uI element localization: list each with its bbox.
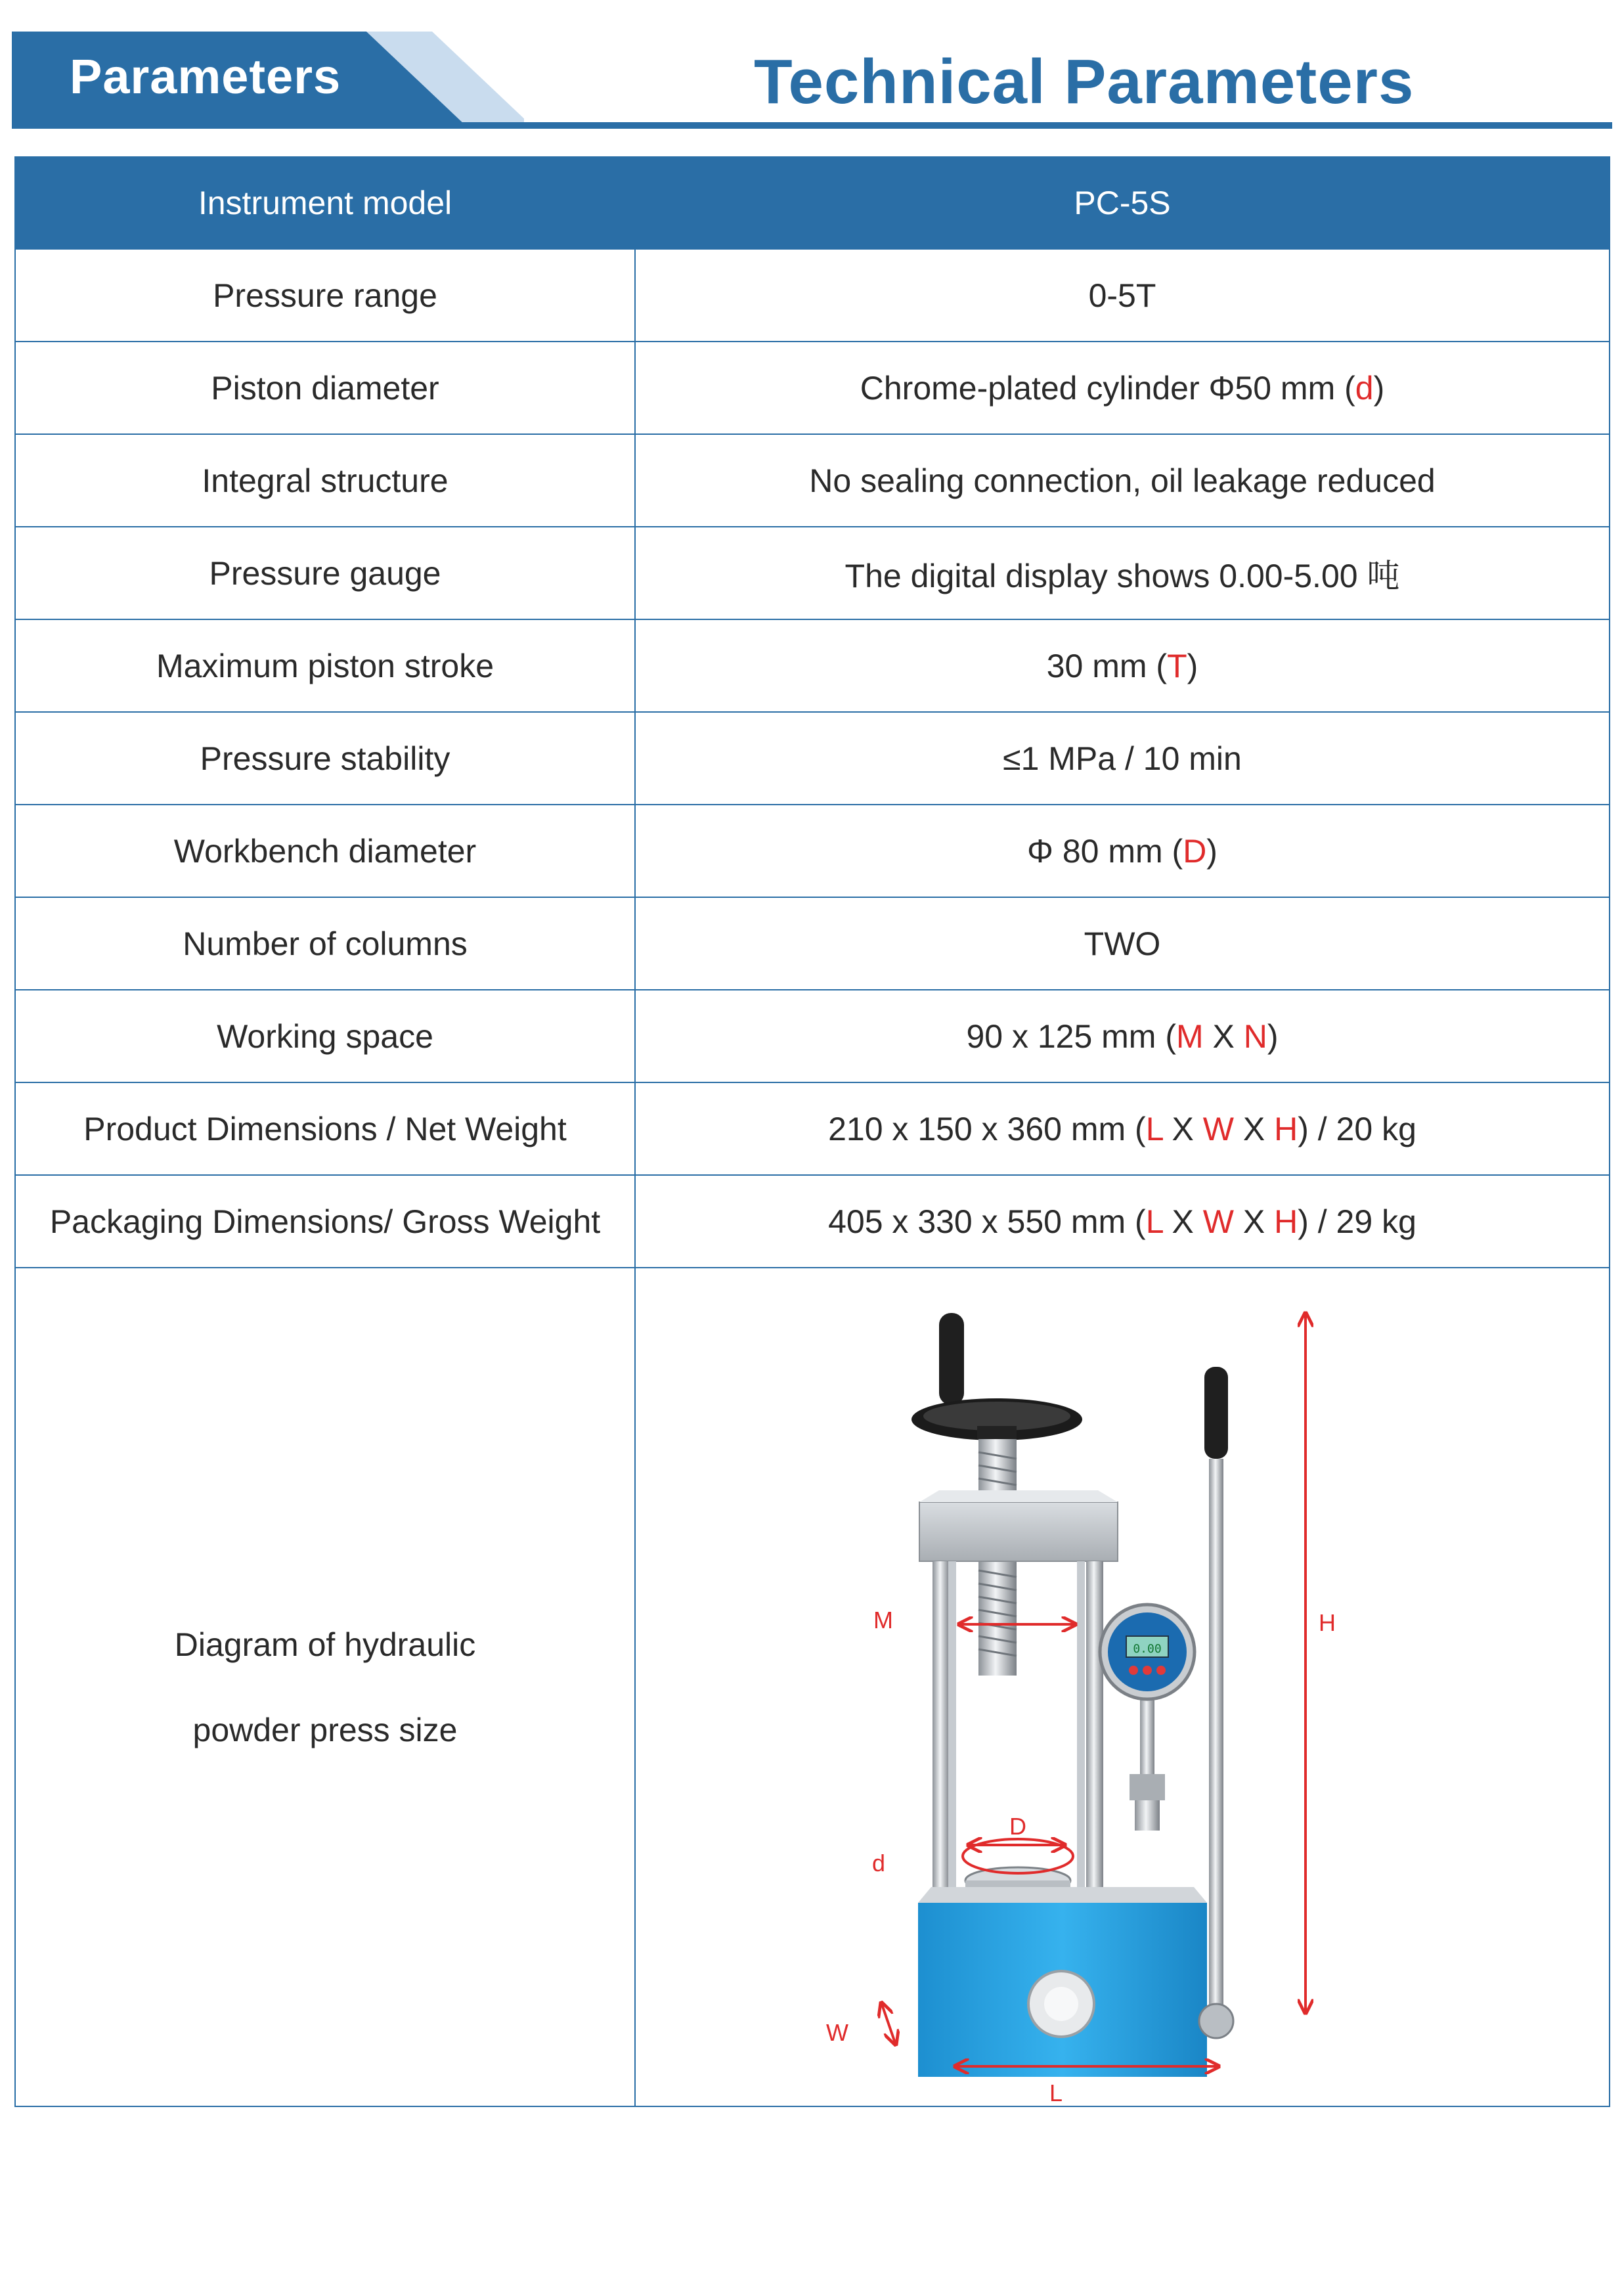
column-left xyxy=(933,1561,950,1903)
table-row xyxy=(15,712,1610,805)
value-text: ) xyxy=(1373,369,1385,407)
row-value: 0-5T xyxy=(635,249,1610,342)
value-separator: X xyxy=(1233,1203,1275,1240)
dimension-code: N xyxy=(1243,1017,1267,1055)
dimension-code: d xyxy=(1355,369,1374,407)
value-separator: X xyxy=(1233,1110,1275,1147)
header-label-cell: Instrument model xyxy=(15,157,635,249)
table-row xyxy=(15,1082,1610,1175)
diagram-row xyxy=(15,1268,1610,2106)
dim-label-D: D xyxy=(1009,1813,1026,1840)
pump-lever xyxy=(1209,1459,1223,2011)
row-value: TWO xyxy=(635,897,1610,990)
row-value xyxy=(635,342,1610,434)
press-diagram xyxy=(636,1268,1612,2106)
row-label: Pressure stability xyxy=(15,712,635,805)
table-row xyxy=(15,619,1610,712)
value-text: ) / 29 kg xyxy=(1298,1203,1416,1240)
page-header xyxy=(12,32,1612,130)
value-text: 90 x 125 mm ( xyxy=(966,1017,1176,1055)
column-right xyxy=(1086,1561,1103,1903)
table-row xyxy=(15,1175,1610,1268)
value-text: ) xyxy=(1187,647,1198,684)
row-label: Integral structure xyxy=(15,434,635,527)
dimension-code: T xyxy=(1167,647,1187,684)
dim-label-H: H xyxy=(1319,1609,1336,1636)
value-text: Φ 80 mm ( xyxy=(1027,832,1183,870)
table-row xyxy=(15,527,1610,619)
diagram-label-line2: powder press size xyxy=(192,1711,458,1748)
gauge-reading: 0.00 xyxy=(1133,1642,1162,1656)
value-text: 30 mm ( xyxy=(1046,647,1168,684)
header-value-cell: PC-5S xyxy=(635,157,1610,249)
dimension-code: L xyxy=(1145,1203,1163,1240)
value-text: 405 x 330 x 550 mm ( xyxy=(828,1203,1146,1240)
value-separator: X xyxy=(1203,1017,1244,1055)
dimension-code: W xyxy=(1202,1110,1234,1147)
parameters-tab xyxy=(12,32,524,125)
spec-table xyxy=(14,156,1610,2107)
row-value xyxy=(635,619,1610,712)
value-separator: X xyxy=(1162,1203,1203,1240)
diagram-label xyxy=(15,1268,635,2106)
row-value xyxy=(635,805,1610,897)
row-value: ≤1 MPa / 10 min xyxy=(635,712,1610,805)
row-value xyxy=(635,1082,1610,1175)
dim-label-W: W xyxy=(826,2019,848,2046)
row-label: Piston diameter xyxy=(15,342,635,434)
value-text: ) / 20 kg xyxy=(1298,1110,1416,1147)
table-row xyxy=(15,434,1610,527)
row-value xyxy=(635,1175,1610,1268)
page-title: Technical Parameters xyxy=(754,47,1415,117)
row-value: The digital display shows 0.00-5.00 吨 xyxy=(635,527,1610,619)
row-label: Number of columns xyxy=(15,897,635,990)
value-text: Chrome-plated cylinder Φ50 mm ( xyxy=(860,369,1355,407)
dimension-code: H xyxy=(1274,1203,1298,1240)
row-value xyxy=(635,990,1610,1082)
hydraulic-press-image xyxy=(636,1268,1612,2106)
table-row xyxy=(15,897,1610,990)
row-value: No sealing connection, oil leakage reduced xyxy=(635,434,1610,527)
dim-label-L: L xyxy=(1049,2079,1063,2106)
row-label: Workbench diameter xyxy=(15,805,635,897)
diagram-label-line1: Diagram of hydraulic xyxy=(174,1626,476,1663)
header-divider xyxy=(12,122,1612,129)
table-row xyxy=(15,805,1610,897)
row-label: Working space xyxy=(15,990,635,1082)
row-label: Maximum piston stroke xyxy=(15,619,635,712)
dim-label-M: M xyxy=(873,1607,893,1633)
dimension-code: H xyxy=(1274,1110,1298,1147)
dimension-code: M xyxy=(1176,1017,1204,1055)
tab-label: Parameters xyxy=(70,49,341,104)
value-text: ) xyxy=(1267,1017,1279,1055)
value-text: ) xyxy=(1206,832,1218,870)
dimension-code: L xyxy=(1145,1110,1163,1147)
table-row xyxy=(15,342,1610,434)
row-label: Packaging Dimensions/ Gross Weight xyxy=(15,1175,635,1268)
dim-label-d: d xyxy=(872,1850,886,1877)
row-label: Pressure range xyxy=(15,249,635,342)
value-separator: X xyxy=(1162,1110,1203,1147)
table-row xyxy=(15,990,1610,1082)
row-label: Product Dimensions / Net Weight xyxy=(15,1082,635,1175)
dim-arrow-W xyxy=(881,2003,896,2045)
table-header-row xyxy=(15,157,1610,249)
pump-handle-grip xyxy=(1204,1367,1228,1459)
dimension-code: D xyxy=(1183,832,1207,870)
top-crossbeam xyxy=(919,1502,1118,1561)
value-text: 210 x 150 x 360 mm ( xyxy=(828,1110,1146,1147)
top-handle xyxy=(939,1313,964,1405)
dimension-code: W xyxy=(1202,1203,1234,1240)
row-label: Pressure gauge xyxy=(15,527,635,619)
table-row xyxy=(15,249,1610,342)
diagram-cell xyxy=(635,1268,1610,2106)
